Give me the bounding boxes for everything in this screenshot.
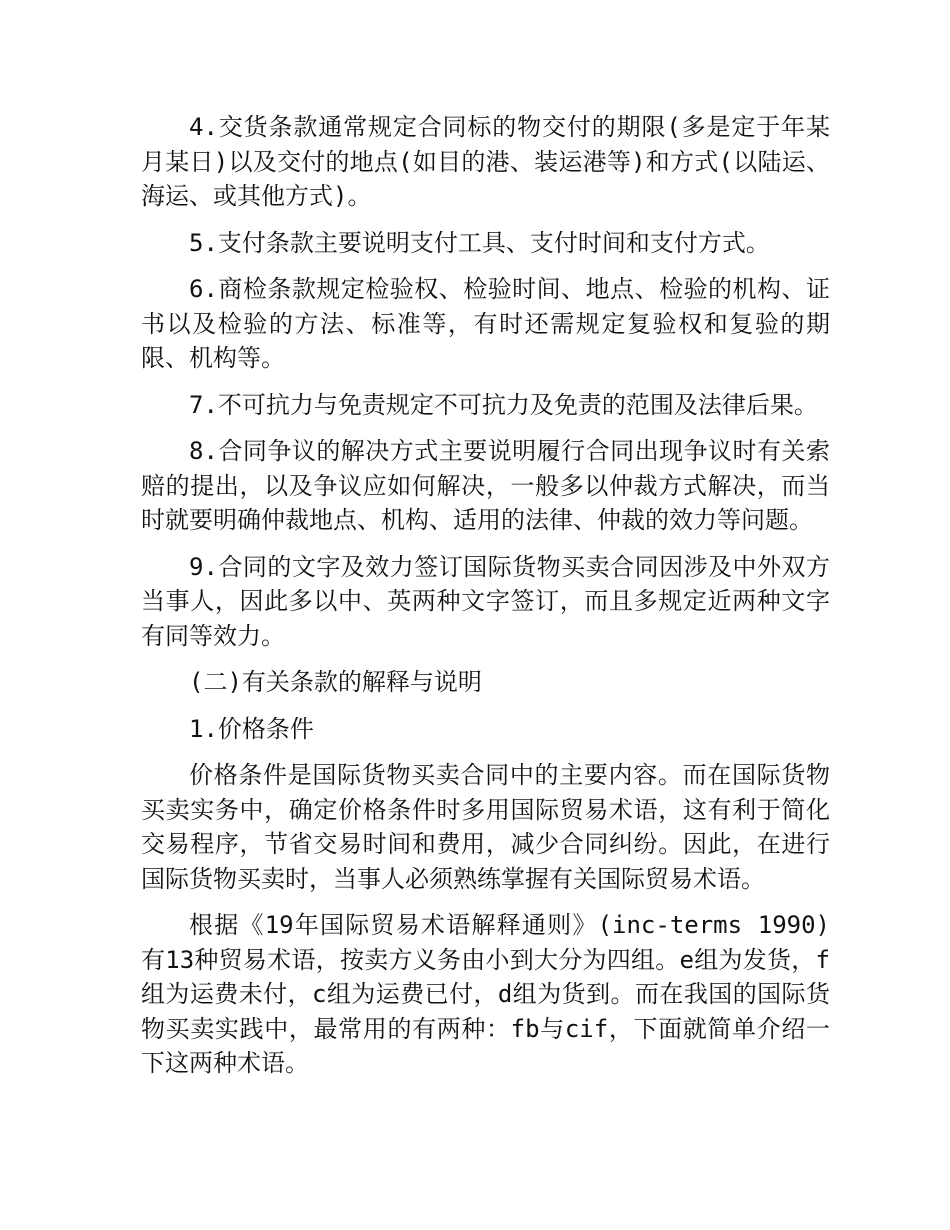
paragraph-force-majeure: 7.不可抗力与免责规定不可抗力及免责的范围及法律后果。 [189, 390, 818, 419]
paragraph-language-validity: 9.合同的文字及效力签订国际货物买卖合同因涉及中外双方当事人，因此多以中、英两种文字签订，而且多规定近两种文字有同等效力。 [141, 552, 830, 650]
paragraph-delivery-terms: 4.交货条款通常规定合同标的物交付的期限(多是定于年某月某日)以及交付的地点(如目的港、装运港等)和方式(以陆运、海运、或其他方式)。 [141, 113, 830, 210]
section-heading-clause-explanation: (二)有关条款的解释与说明 [189, 668, 482, 696]
paragraph-price-conditions: 价格条件是国际货物买卖合同中的主要内容。而在国际货物买卖实务中，确定价格条件时多用国际贸易术语，这有利于简化交易程序，节省交易时间和费用，减少合同纠纷。因此，在进行国际货物买卖时，当事人必须熟练掌握有关国际贸易术语。 [141, 761, 830, 893]
paragraph-payment-terms: 5.支付条款主要说明支付工具、支付时间和支付方式。 [189, 228, 770, 257]
paragraph-incoterms: 根据《19年国际贸易术语解释通则》(inc-terms 1990)有13种贸易术语，按卖方义务由小到大分为四组。e组为发货，f组为运费未付，c组为运费已付，d组为货到。而在我国的国际货物买卖实践中，最常用的有两种：fb与cif，下面就简单介绍一下这两种术语。 [141, 911, 830, 1077]
paragraph-inspection-terms: 6.商检条款规定检验权、检验时间、地点、检验的机构、证书以及检验的方法、标准等，有时还需规定复验权和复验的期限、机构等。 [141, 275, 830, 372]
subheading-price-conditions: 1.价格条件 [189, 714, 314, 743]
paragraph-dispute-resolution: 8.合同争议的解决方式主要说明履行合同出现争议时有关索赔的提出，以及争议应如何解决，一般多以仲裁方式解决，而当时就要明确仲裁地点、机构、适用的法律、仲裁的效力等问题。 [141, 437, 830, 534]
